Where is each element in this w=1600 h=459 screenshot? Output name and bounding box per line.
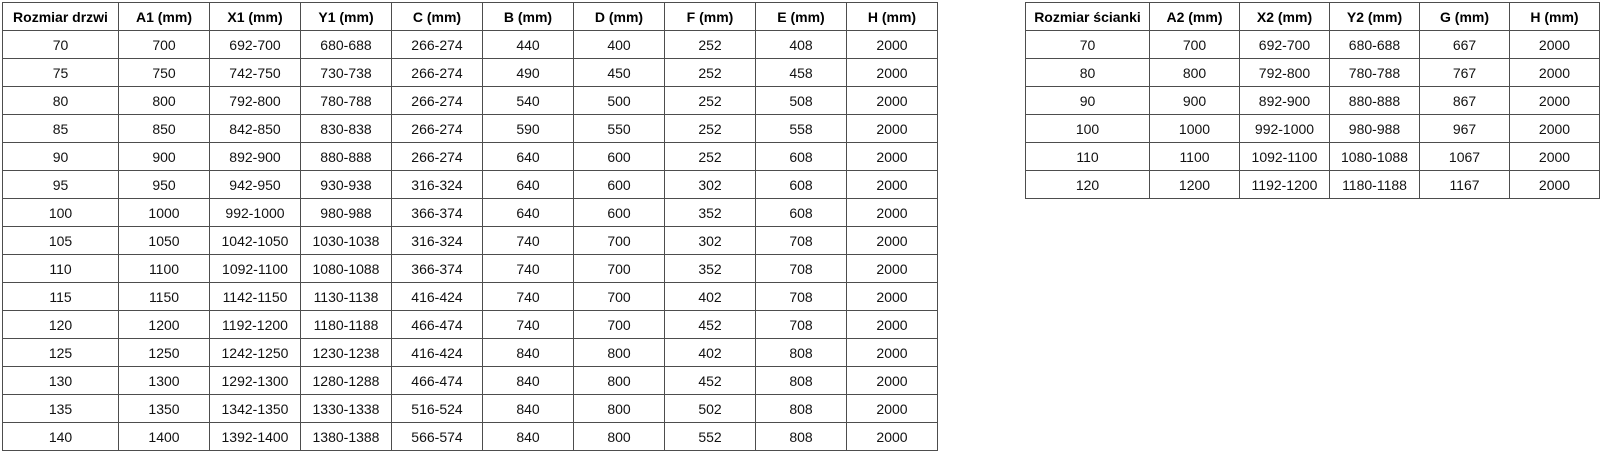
table-cell: 780-788 [301,87,392,115]
table-cell: 120 [1026,171,1150,199]
table-cell: 466-474 [392,367,483,395]
table-cell: 1242-1250 [210,339,301,367]
table-cell: 808 [756,367,847,395]
table-cell: 2000 [847,395,938,423]
table-cell: 316-324 [392,171,483,199]
table-cell: 440 [483,31,574,59]
table-cell: 1167 [1420,171,1510,199]
table-cell: 2000 [847,199,938,227]
column-header: Y2 (mm) [1330,3,1420,31]
column-header: A2 (mm) [1150,3,1240,31]
table-cell: 730-738 [301,59,392,87]
table-cell: 1130-1138 [301,283,392,311]
table-cell: 800 [574,395,665,423]
table-cell: 680-688 [301,31,392,59]
table-cell: 516-524 [392,395,483,423]
table-cell: 608 [756,143,847,171]
table-row [1026,59,1600,87]
table-cell: 700 [574,227,665,255]
table-cell: 740 [483,283,574,311]
table-cell: 1050 [119,227,210,255]
table-row [1026,143,1600,171]
column-header: Y1 (mm) [301,3,392,31]
table-cell: 800 [574,339,665,367]
table-row [1026,31,1600,59]
table-cell: 800 [574,367,665,395]
table-cell: 302 [665,227,756,255]
table-cell: 708 [756,311,847,339]
table-cell: 2000 [847,255,938,283]
table-cell: 608 [756,171,847,199]
table-cell: 740 [483,255,574,283]
table-row [3,227,938,255]
table-cell: 252 [665,143,756,171]
table-cell: 700 [119,31,210,59]
table-cell: 767 [1420,59,1510,87]
table-cell: 1092-1100 [1240,143,1330,171]
table-row [3,367,938,395]
table-cell: 2000 [847,367,938,395]
table-cell: 508 [756,87,847,115]
table-cell: 366-374 [392,255,483,283]
table-cell: 2000 [1510,171,1600,199]
table-cell: 680-688 [1330,31,1420,59]
table-row [3,395,938,423]
table-cell: 590 [483,115,574,143]
table-header-row [3,3,938,31]
table-cell: 100 [1026,115,1150,143]
table-cell: 1330-1338 [301,395,392,423]
table-cell: 792-800 [1240,59,1330,87]
table-cell: 352 [665,255,756,283]
table-cell: 842-850 [210,115,301,143]
table-cell: 458 [756,59,847,87]
column-header: H (mm) [847,3,938,31]
table-cell: 892-900 [210,143,301,171]
table-cell: 302 [665,171,756,199]
table-cell: 110 [3,255,119,283]
table-cell: 840 [483,423,574,451]
table-cell: 400 [574,31,665,59]
table-row [3,283,938,311]
table-cell: 120 [3,311,119,339]
table-cell: 942-950 [210,171,301,199]
table-cell: 700 [1150,31,1240,59]
table-cell: 252 [665,87,756,115]
table-cell: 800 [574,423,665,451]
table-cell: 1280-1288 [301,367,392,395]
table-cell: 1380-1388 [301,423,392,451]
table-cell: 2000 [847,115,938,143]
table-row [3,311,938,339]
table-cell: 867 [1420,87,1510,115]
table-cell: 808 [756,423,847,451]
table-header-row [1026,3,1600,31]
table-cell: 408 [756,31,847,59]
table-cell: 740 [483,227,574,255]
table-cell: 1000 [119,199,210,227]
table-row [3,199,938,227]
column-header: B (mm) [483,3,574,31]
table-cell: 416-424 [392,283,483,311]
table-cell: 2000 [847,31,938,59]
table-cell: 667 [1420,31,1510,59]
table-cell: 540 [483,87,574,115]
table-cell: 452 [665,367,756,395]
table-cell: 892-900 [1240,87,1330,115]
table-cell: 742-750 [210,59,301,87]
table-cell: 558 [756,115,847,143]
table-cell: 2000 [847,339,938,367]
door-size-dimensions-table [2,2,938,451]
table-cell: 808 [756,339,847,367]
table-cell: 266-274 [392,31,483,59]
table-cell: 452 [665,311,756,339]
table-cell: 125 [3,339,119,367]
table-cell: 316-324 [392,227,483,255]
table-row [3,339,938,367]
column-header: C (mm) [392,3,483,31]
table-cell: 1342-1350 [210,395,301,423]
table-cell: 640 [483,171,574,199]
table-cell: 992-1000 [210,199,301,227]
table-cell: 840 [483,395,574,423]
table-cell: 95 [3,171,119,199]
table-cell: 402 [665,339,756,367]
table-cell: 266-274 [392,87,483,115]
table-row [1026,171,1600,199]
table-cell: 550 [574,115,665,143]
table-cell: 130 [3,367,119,395]
table-cell: 1192-1200 [210,311,301,339]
table-cell: 1192-1200 [1240,171,1330,199]
table-cell: 1392-1400 [210,423,301,451]
table-cell: 2000 [847,283,938,311]
table-cell: 1350 [119,395,210,423]
table-cell: 880-888 [301,143,392,171]
table-cell: 402 [665,283,756,311]
table-row [3,59,938,87]
table-cell: 900 [119,143,210,171]
table-cell: 1180-1188 [1330,171,1420,199]
column-header: D (mm) [574,3,665,31]
wall-panel-dimensions-table [1025,2,1600,199]
table-cell: 1292-1300 [210,367,301,395]
table-cell: 135 [3,395,119,423]
table-cell: 75 [3,59,119,87]
table-cell: 500 [574,87,665,115]
table-cell: 840 [483,339,574,367]
table-cell: 366-374 [392,199,483,227]
table-cell: 80 [3,87,119,115]
table-cell: 502 [665,395,756,423]
table-cell: 708 [756,227,847,255]
table-cell: 252 [665,59,756,87]
table-cell: 450 [574,59,665,87]
table-row [3,171,938,199]
table-cell: 115 [3,283,119,311]
table-cell: 750 [119,59,210,87]
table-cell: 90 [1026,87,1150,115]
table-cell: 700 [574,255,665,283]
table-cell: 700 [574,283,665,311]
table-cell: 608 [756,199,847,227]
table-cell: 2000 [847,87,938,115]
column-header: A1 (mm) [119,3,210,31]
table-cell: 266-274 [392,143,483,171]
table-cell: 1250 [119,339,210,367]
table-cell: 1042-1050 [210,227,301,255]
table-cell: 980-988 [301,199,392,227]
table-cell: 850 [119,115,210,143]
table-cell: 1200 [119,311,210,339]
column-header: G (mm) [1420,3,1510,31]
table-cell: 2000 [1510,59,1600,87]
table-cell: 2000 [847,59,938,87]
table-cell: 692-700 [1240,31,1330,59]
table-row [3,423,938,451]
table-cell: 1100 [119,255,210,283]
table-cell: 1400 [119,423,210,451]
table-cell: 800 [119,87,210,115]
table-cell: 266-274 [392,59,483,87]
table-cell: 600 [574,199,665,227]
table-cell: 466-474 [392,311,483,339]
table-cell: 1092-1100 [210,255,301,283]
table-cell: 1067 [1420,143,1510,171]
table-cell: 950 [119,171,210,199]
table-cell: 2000 [1510,115,1600,143]
table-cell: 1300 [119,367,210,395]
table-cell: 808 [756,395,847,423]
table-cell: 880-888 [1330,87,1420,115]
table-cell: 2000 [1510,143,1600,171]
table-row [3,31,938,59]
table-row [1026,87,1600,115]
table-cell: 640 [483,143,574,171]
table-cell: 1000 [1150,115,1240,143]
column-header: Rozmiar ścianki [1026,3,1150,31]
table-cell: 800 [1150,59,1240,87]
table-cell: 552 [665,423,756,451]
table-cell: 140 [3,423,119,451]
table-cell: 80 [1026,59,1150,87]
table-cell: 840 [483,367,574,395]
table-cell: 1142-1150 [210,283,301,311]
table-cell: 792-800 [210,87,301,115]
table-cell: 740 [483,311,574,339]
table-cell: 1080-1088 [301,255,392,283]
table-row [3,115,938,143]
table-cell: 252 [665,115,756,143]
table-row [3,143,938,171]
table-cell: 830-838 [301,115,392,143]
table-cell: 1030-1038 [301,227,392,255]
table-cell: 352 [665,199,756,227]
table-cell: 600 [574,143,665,171]
table-cell: 252 [665,31,756,59]
table-cell: 780-788 [1330,59,1420,87]
column-header: E (mm) [756,3,847,31]
table-cell: 992-1000 [1240,115,1330,143]
column-header: X1 (mm) [210,3,301,31]
table-cell: 930-938 [301,171,392,199]
table-cell: 600 [574,171,665,199]
table-cell: 490 [483,59,574,87]
column-header: H (mm) [1510,3,1600,31]
table-cell: 2000 [847,227,938,255]
table-cell: 566-574 [392,423,483,451]
table-cell: 708 [756,255,847,283]
table-cell: 85 [3,115,119,143]
table-cell: 2000 [847,311,938,339]
table-cell: 2000 [1510,87,1600,115]
table-cell: 2000 [1510,31,1600,59]
table-cell: 1080-1088 [1330,143,1420,171]
table-cell: 640 [483,199,574,227]
table-cell: 70 [1026,31,1150,59]
table-cell: 416-424 [392,339,483,367]
table-cell: 900 [1150,87,1240,115]
column-header: F (mm) [665,3,756,31]
table-cell: 1230-1238 [301,339,392,367]
table-cell: 1200 [1150,171,1240,199]
table-cell: 70 [3,31,119,59]
table-cell: 266-274 [392,115,483,143]
table-cell: 2000 [847,171,938,199]
table-cell: 692-700 [210,31,301,59]
table-cell: 1100 [1150,143,1240,171]
table-cell: 90 [3,143,119,171]
column-header: X2 (mm) [1240,3,1330,31]
table-cell: 967 [1420,115,1510,143]
table-cell: 980-988 [1330,115,1420,143]
table-row [3,255,938,283]
table-cell: 110 [1026,143,1150,171]
column-header: Rozmiar drzwi [3,3,119,31]
table-cell: 700 [574,311,665,339]
table-cell: 100 [3,199,119,227]
table-cell: 105 [3,227,119,255]
table-cell: 1150 [119,283,210,311]
table-row [3,87,938,115]
table-row [1026,115,1600,143]
table-cell: 2000 [847,143,938,171]
table-cell: 2000 [847,423,938,451]
table-cell: 1180-1188 [301,311,392,339]
table-cell: 708 [756,283,847,311]
